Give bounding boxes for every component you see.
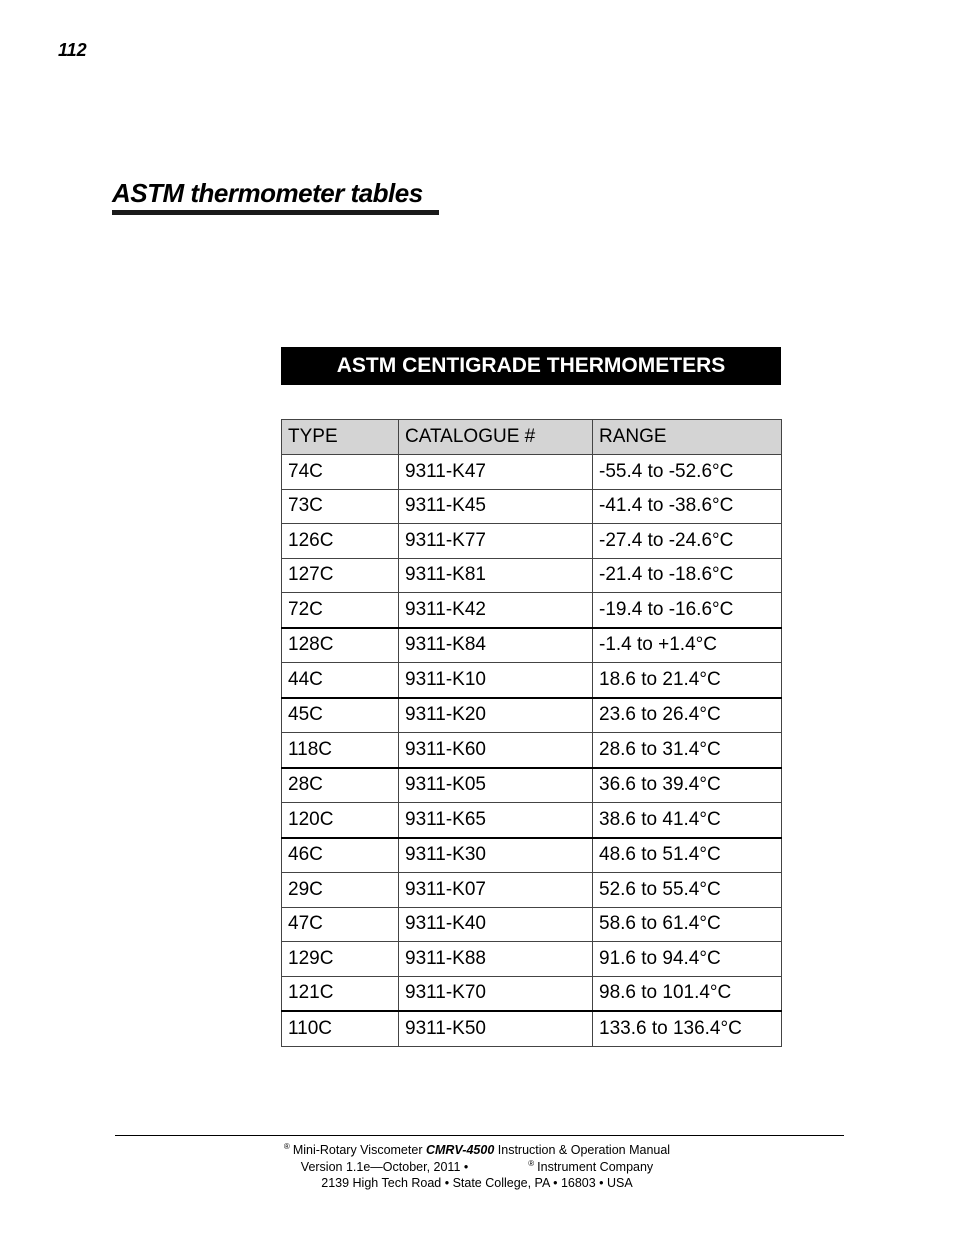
- cell-catalogue: 9311-K84: [399, 628, 593, 663]
- cell-catalogue: 9311-K40: [399, 907, 593, 942]
- cell-type: 121C: [282, 976, 399, 1011]
- cell-catalogue: 9311-K81: [399, 558, 593, 593]
- cell-type: 126C: [282, 524, 399, 559]
- cell-type: 127C: [282, 558, 399, 593]
- cell-range: 48.6 to 51.4°C: [593, 838, 782, 873]
- cell-type: 110C: [282, 1011, 399, 1046]
- footer-line-1: [0, 1142, 954, 1157]
- page-number: 112: [58, 40, 87, 60]
- cell-catalogue: 9311-K20: [399, 698, 593, 733]
- cell-range: -1.4 to +1.4°C: [593, 628, 782, 663]
- footer-line-2: [0, 1159, 954, 1174]
- column-header-range: RANGE: [593, 420, 782, 455]
- cell-range: -27.4 to -24.6°C: [593, 524, 782, 559]
- cell-catalogue: 9311-K10: [399, 663, 593, 698]
- cell-type: 72C: [282, 593, 399, 628]
- registered-mark: ®: [528, 1159, 535, 1168]
- table-row: [282, 907, 782, 942]
- table-row: [282, 1011, 782, 1046]
- cell-type: 120C: [282, 803, 399, 838]
- table-row: [282, 663, 782, 698]
- cell-type: 45C: [282, 698, 399, 733]
- table-row: [282, 593, 782, 628]
- footer-line-3: [0, 1176, 954, 1190]
- table-row: [282, 942, 782, 977]
- cell-catalogue: 9311-K30: [399, 838, 593, 873]
- column-header-type: TYPE: [282, 420, 399, 455]
- cell-type: 128C: [282, 628, 399, 663]
- footer-manual: Instruction & Operation Manual: [497, 1143, 671, 1158]
- cell-type: 44C: [282, 663, 399, 698]
- thermometer-table: [281, 419, 782, 1047]
- cell-catalogue: 9311-K65: [399, 803, 593, 838]
- table-row: [282, 733, 782, 768]
- cell-range: -41.4 to -38.6°C: [593, 489, 782, 524]
- cell-catalogue: 9311-K42: [399, 593, 593, 628]
- table-row: [282, 838, 782, 873]
- table-title-banner: [281, 347, 781, 385]
- footer-divider: [115, 1135, 844, 1136]
- cell-type: 118C: [282, 733, 399, 768]
- cell-range: 36.6 to 39.4°C: [593, 768, 782, 803]
- table-row: [282, 489, 782, 524]
- column-header-catalogue: CATALOGUE #: [399, 420, 593, 455]
- cell-range: -55.4 to -52.6°C: [593, 455, 782, 490]
- table-row: [282, 873, 782, 908]
- cell-range: -21.4 to -18.6°C: [593, 558, 782, 593]
- cell-type: 73C: [282, 489, 399, 524]
- cell-catalogue: 9311-K05: [399, 768, 593, 803]
- footer-company: Instrument Company: [537, 1160, 654, 1175]
- cell-catalogue: 9311-K70: [399, 976, 593, 1011]
- table-title: ASTM CENTIGRADE THERMOMETERS: [336, 354, 726, 377]
- cell-catalogue: 9311-K77: [399, 524, 593, 559]
- table-body: [282, 455, 782, 1047]
- title-underline: [112, 210, 439, 215]
- registered-mark: ®: [283, 1142, 290, 1151]
- table-row: [282, 698, 782, 733]
- cell-range: -19.4 to -16.6°C: [593, 593, 782, 628]
- cell-type: 46C: [282, 838, 399, 873]
- table-row: [282, 803, 782, 838]
- cell-type: 129C: [282, 942, 399, 977]
- cell-range: 28.6 to 31.4°C: [593, 733, 782, 768]
- cell-range: 18.6 to 21.4°C: [593, 663, 782, 698]
- cell-range: 38.6 to 41.4°C: [593, 803, 782, 838]
- table-row: [282, 455, 782, 490]
- cell-catalogue: 9311-K47: [399, 455, 593, 490]
- cell-catalogue: 9311-K60: [399, 733, 593, 768]
- cell-type: 28C: [282, 768, 399, 803]
- table-row: [282, 976, 782, 1011]
- cell-range: 52.6 to 55.4°C: [593, 873, 782, 908]
- cell-range: 98.6 to 101.4°C: [593, 976, 782, 1011]
- footer-model: CMRV-4500: [425, 1143, 495, 1158]
- cell-catalogue: 9311-K88: [399, 942, 593, 977]
- table-row: [282, 524, 782, 559]
- footer-address: 2139 High Tech Road • State College, PA • 16803 • USA: [321, 1176, 633, 1190]
- cell-type: 47C: [282, 907, 399, 942]
- cell-range: 91.6 to 94.4°C: [593, 942, 782, 977]
- table-row: [282, 768, 782, 803]
- table-row: [282, 558, 782, 593]
- footer-version: Version 1.1e—October, 2011 •: [300, 1160, 469, 1175]
- footer-product: Mini-Rotary Viscometer: [292, 1143, 423, 1158]
- table-row: [282, 628, 782, 663]
- cell-range: 58.6 to 61.4°C: [593, 907, 782, 942]
- cell-range: 23.6 to 26.4°C: [593, 698, 782, 733]
- table-header-row: [282, 420, 782, 455]
- cell-catalogue: 9311-K07: [399, 873, 593, 908]
- cell-catalogue: 9311-K45: [399, 489, 593, 524]
- cell-catalogue: 9311-K50: [399, 1011, 593, 1046]
- cell-type: 29C: [282, 873, 399, 908]
- cell-type: 74C: [282, 455, 399, 490]
- cell-range: 133.6 to 136.4°C: [593, 1011, 782, 1046]
- section-title: ASTM thermometer tables: [112, 178, 423, 208]
